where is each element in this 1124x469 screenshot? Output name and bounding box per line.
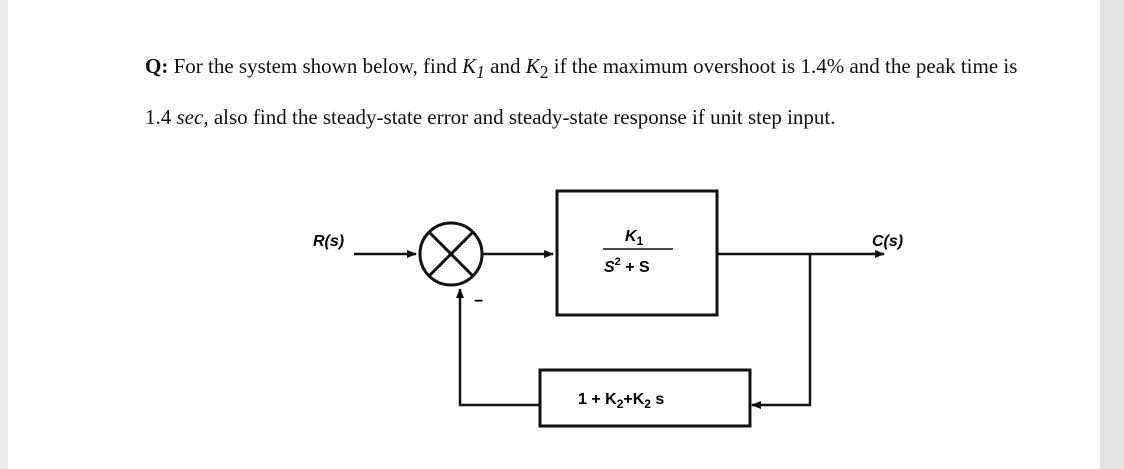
feedback-block-label: $1 + K_2+K_2$ s (578, 391, 665, 411)
summing-junction (420, 223, 482, 285)
question-text-part-2: and (484, 54, 526, 78)
forward-denominator: $S^2 + S$ (604, 256, 650, 276)
output-label: C(s) (872, 233, 904, 250)
input-label: R(s) (313, 233, 345, 250)
feedback-path-right (752, 254, 810, 405)
k2-subscript: 2 (539, 62, 549, 83)
forward-numerator: $K_1$ (625, 228, 644, 248)
feedback-minus-sign: − (474, 293, 484, 310)
forward-block (557, 191, 717, 315)
feedback-path-left (460, 289, 540, 405)
question-text-part-4: , also find the steady-state error and steady-state response if unit step input. (203, 105, 836, 130)
question-text-part-1: For the system shown below, find (168, 54, 463, 78)
question-prefix: Q: (145, 54, 169, 78)
k2-symbol: K (525, 54, 540, 78)
question-text-part-3: if the maximum overshoot is 1.4% and the peak time is 1.4 (145, 54, 1018, 130)
unit-sec: sec (176, 105, 204, 130)
k1-subscript: 1 (476, 62, 485, 83)
k1-symbol: K (462, 54, 477, 78)
